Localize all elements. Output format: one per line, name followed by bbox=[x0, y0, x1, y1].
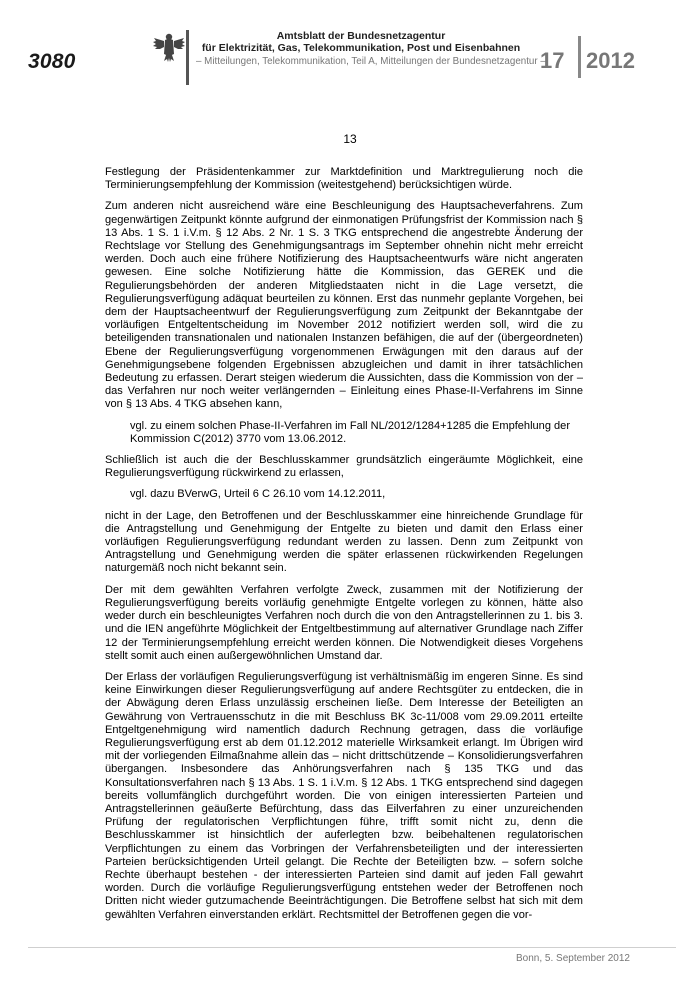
paragraph: Festlegung der Präsidentenkammer zur Marktdefinition und Marktregulierung noch die Terminierungsempfehlung der Kommission (weitestgehend) berücksichtigen würde. bbox=[105, 166, 583, 192]
paragraph: nicht in der Lage, den Betroffenen und der Beschlusskammer eine hinreichende Grundlage für die Antragstellung und Genehmigung der Entgelte zu bieten und damit den Erlass einer vorläufigen Regulierungsverfügung redundant werden zu lassen. Denn zum Zeitpunkt von Antragstellung und Genehmigung werden die später erlassenen rückwirkenden Regelungen naturgemäß noch nicht bekannt sein. bbox=[105, 509, 583, 575]
citation: vgl. dazu BVerwG, Urteil 6 C 26.10 vom 14.12.2011, bbox=[130, 488, 386, 501]
federal-eagle-icon bbox=[151, 30, 187, 66]
header-page-number: 3080 bbox=[28, 50, 76, 73]
citation: vgl. zu einem solchen Phase-II-Verfahren im Fall NL/2012/1284+1285 die Empfehlung der Kommission C(2012) 3770 vom 13.06.2012. bbox=[130, 419, 570, 445]
header-issue-number: 17 bbox=[540, 48, 565, 73]
header-org-subtitle: für Elektrizität, Gas, Telekommunikation, Post und Eisenbahnen bbox=[201, 42, 521, 54]
document-page-number: 13 bbox=[343, 132, 357, 146]
paragraph: Zum anderen nicht ausreichend wäre eine Beschleunigung des Hauptsacheverfahrens. Zum gegenwärtigen Zeitpunkt könnte aufgrund der einmonatigen Prüfungsfrist der Kommission nach § 13 Abs. 1 S. 1 i.V.m. § 12 Abs. 2 Nr. 1 S. 3 TKG entsprechend die angestrebte Änderung der Rechtslage vor Stellung des Genehmigungsantrags im September ohnehin nicht mehr erreicht werden. Doch auch eine frühere Notifizierung des Hauptsacheentwurfs wäre nicht angeraten gewesen. Eine solche Notifizierung hätte die Kommission, das GEREK und die Regulierungsbehörden der anderen Mitgliedstaaten nicht in die Lage versetzt, die Regulierungsverfügung adäquat beurteilen zu können. Erst das nunmehr geplante Vorgehen, bei dem der Hauptsacheentwurf der Regulierungsverfügung zum Zeitpunkt der Bekanntgabe der vorläufigen Entgeltentscheidung im November 2012 notifiziert werden soll, wird die zu beteiligenden transnationalen und nationalen Instanzen befähigen, die auf der (übergeordneten) Ebene der Regulierungsverfügung vorgenommenen Erwägungen mit den daraus auf der Genehmigungsebene folgenden Ergebnissen abzugleichen und damit in ihrer tatsächlichen Bedeutung zu erfassen. Derart steigen wiederum die Aussichten, dass die Kommission von der – das Verfahren nur noch weiter verlängernden – Einleitung eines Phase-II-Verfahrens im Sinne von § 13 Abs. 4 TKG absehen kann, bbox=[105, 200, 583, 411]
paragraph: Der Erlass der vorläufigen Regulierungsverfügung ist verhältnismäßig im engeren Sinne. Es sind keine Einwirkungen dieser Regulierungsverfügung auf andere Rechtsgüter zu entdecken, die in der Abwägung deren Erlass unzulässig erscheinen ließe. Dem Interesse der Beteiligten an Gewährung von Vertrauensschutz in die mit Beschluss BK 3c-11/008 vom 29.09.2011 erteilte Entgeltgenehmigung wird namentlich dadurch Rechnung getragen, dass die vorläufige Regulierungsverfügung erst ab dem 01.12.2012 materielle Wirksamkeit erlangt. Im Übrigen wird mit der vorliegenden Eilmaßnahme allein das – nicht drittschützende – Konsolidierungsverfahren übergangen. Insbesondere das Anhörungsverfahren nach § 135 TKG und das Konsultationsverfahren nach § 13 Abs. 1 S. 1 i.V.m. § 12 Abs. 1 TKG entsprechend sind dagegen bereits vollumfänglich durchgeführt worden. Die von einigen interessierten Parteien und Antragstellerinnen geäußerte Befürchtung, dass das Eilverfahren zu einer unzureichenden Prüfung der regulatorischen Verpflichtungen führe, trifft somit nicht zu, denn die Beschlusskammer ist hinsichtlich der auferlegten bzw. beibehaltenen regulatorischen Verpflichtungen zu einem das Vorbringen der Verfahrensbeteiligten und der interessierten Parteien berücksichtigenden Urteil gelangt. Die Rechte der Beteiligten bzw. – sofern solche Rechte überhaupt bestehen - der interessierten Parteien sind damit auf jeden Fall gewahrt worden. Durch die vorläufige Regulierungsverfügung entstehen weder der Betroffenen noch Dritten nicht wieder gutzumachende Beeinträchtigungen. Die Betroffene selbst hat sich mit dem gewählten Verfahren einverstanden erklärt. Rechtsmittel der Betroffenen gegen die vor- bbox=[105, 670, 583, 921]
paragraph: Der mit dem gewählten Verfahren verfolgte Zweck, zusammen mit der Notifizierung der Regulierungsverfügung bereits vorläufig genehmigte Entgelte vorlegen zu können, hätte also weder durch ein beschleunigtes Verfahren noch durch die von den Antragstellerinnen zu 1. bis 3. und die IEN angeführte Möglichkeit der Entgeltbestimmung auf alternativer Grundlage nach Ziffer 12 der Terminierungsempfehlung erreicht werden können. Die Notwendigkeit dieses Vorgehens stellt somit auch einen außergewöhnlichen Umstand dar. bbox=[105, 583, 583, 662]
document-body bbox=[105, 166, 583, 930]
paragraph: Schließlich ist auch die der Beschlusskammer grundsätzlich eingeräumte Möglichkeit, eine Regulierungsverfügung rückwirkend zu erlassen, bbox=[105, 454, 583, 480]
header-issue-divider bbox=[578, 36, 581, 78]
header-org-title: Amtsblatt der Bundesnetzagentur bbox=[276, 30, 446, 42]
header-section: – Mitteilungen, Telekommunikation, Teil A, Mitteilungen der Bundesnetzagentur – bbox=[196, 56, 546, 67]
header-divider bbox=[186, 30, 189, 85]
footer-divider bbox=[28, 947, 676, 948]
header-year: 2012 bbox=[586, 48, 635, 73]
footer-place-date: Bonn, 5. September 2012 bbox=[516, 953, 630, 964]
